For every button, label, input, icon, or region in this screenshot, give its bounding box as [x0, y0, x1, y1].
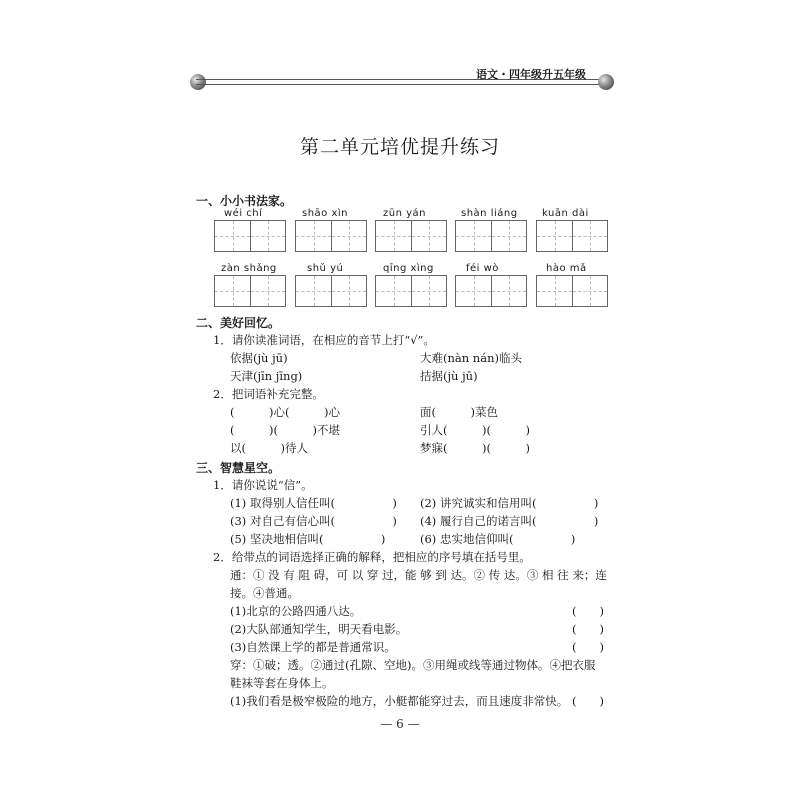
writing-grid[interactable]: [536, 220, 608, 252]
pinyin-label: zūn yán: [383, 208, 426, 219]
question-3-1: 1．请你说说“信”。: [213, 478, 313, 492]
header-subject: 语文・四年级升五年级: [476, 68, 586, 81]
question-2-2: 2．把词语补充完整。: [213, 387, 324, 401]
fill-blank-item[interactable]: ( )心( )心: [230, 405, 340, 419]
section2-heading: 二、美好回忆。: [196, 316, 281, 330]
writing-grid[interactable]: [295, 220, 367, 252]
definition-tong-line1: 通：① 没 有 阻 碍，可 以 穿 过，能 够 到 达。② 传 达。③ 相 往 来；连: [230, 568, 607, 582]
page-number: — 6 —: [380, 717, 420, 731]
pinyin-label: shāo xìn: [302, 208, 349, 219]
definition-tong-line2: 接。④普通。: [230, 586, 299, 600]
fill-blank-item[interactable]: (5) 坚决地相信叫( ): [230, 532, 386, 546]
question-2-1: 1．请你读准词语，在相应的音节上打“√”。: [213, 333, 435, 347]
answer-blank[interactable]: ( ): [572, 622, 604, 636]
writing-grid[interactable]: [455, 275, 527, 307]
pinyin-choice[interactable]: 拮据(jù jū): [420, 369, 478, 383]
sentence-item: (3)自然课上学的都是普通常识。: [230, 640, 396, 654]
writing-grid[interactable]: [214, 220, 286, 252]
fill-blank-item[interactable]: 面( )菜色: [420, 405, 498, 419]
pinyin-label: wéi chí: [224, 208, 263, 219]
fill-blank-item[interactable]: 引人( )( ): [420, 423, 530, 437]
pinyin-label: féi wò: [466, 263, 499, 274]
question-3-2: 2．给带点的词语选择正确的解释，把相应的序号填在括号里。: [213, 550, 531, 564]
page-title: 第二单元培优提升练习: [299, 136, 500, 158]
fill-blank-item[interactable]: 以( )待人: [230, 441, 308, 455]
answer-blank[interactable]: ( ): [572, 604, 604, 618]
definition-chuan-line1: 穿：①破；透。②通过(孔隙、空地)。③用绳或线等通过物体。④把衣服: [230, 658, 596, 672]
header-right-ornament: [598, 74, 614, 90]
pinyin-label: shàn liáng: [461, 208, 518, 219]
pinyin-label: kuān dài: [542, 208, 589, 219]
pinyin-label: shǔ yú: [307, 263, 344, 274]
pinyin-label: hào mǎ: [546, 263, 587, 274]
answer-blank[interactable]: ( ): [572, 640, 604, 654]
writing-grid[interactable]: [295, 275, 367, 307]
sentence-item: (1)我们看是极窄极险的地方，小艇都能穿过去，而且速度非常快。: [230, 694, 569, 708]
fill-blank-item[interactable]: (2) 讲究诚实和信用叫( ): [420, 496, 599, 510]
fill-blank-item[interactable]: (6) 忠实地信仰叫( ): [420, 532, 576, 546]
pinyin-choice[interactable]: 依据(jù jū): [230, 351, 288, 365]
writing-grid[interactable]: [455, 220, 527, 252]
answer-blank[interactable]: ( ): [572, 694, 604, 708]
fill-blank-item[interactable]: (4) 履行自己的诺言叫( ): [420, 514, 599, 528]
pinyin-choice[interactable]: 大难(nàn nán)临头: [420, 351, 522, 365]
writing-grid[interactable]: [214, 275, 286, 307]
section1-heading: 一、小小书法家。: [196, 194, 293, 208]
fill-blank-item[interactable]: 梦寐( )( ): [420, 441, 530, 455]
writing-grid[interactable]: [375, 220, 447, 252]
definition-chuan-line2: 鞋袜等套在身体上。: [230, 676, 334, 690]
writing-grid[interactable]: [375, 275, 447, 307]
pinyin-label: qīng xìng: [383, 263, 434, 274]
fill-blank-item[interactable]: (3) 对自己有信心叫( ): [230, 514, 397, 528]
sentence-item: (1)北京的公路四通八达。: [230, 604, 362, 618]
section3-heading: 三、智慧星空。: [196, 461, 281, 475]
fill-blank-item[interactable]: ( )( )不堪: [230, 423, 340, 437]
fill-blank-item[interactable]: (1) 取得别人信任叫( ): [230, 496, 397, 510]
sentence-item: (2)大队部通知学生，明天看电影。: [230, 622, 408, 636]
pinyin-label: zàn shǎng: [221, 263, 277, 274]
writing-grid[interactable]: [536, 275, 608, 307]
pinyin-choice[interactable]: 天津(jīn jīng): [230, 369, 303, 383]
